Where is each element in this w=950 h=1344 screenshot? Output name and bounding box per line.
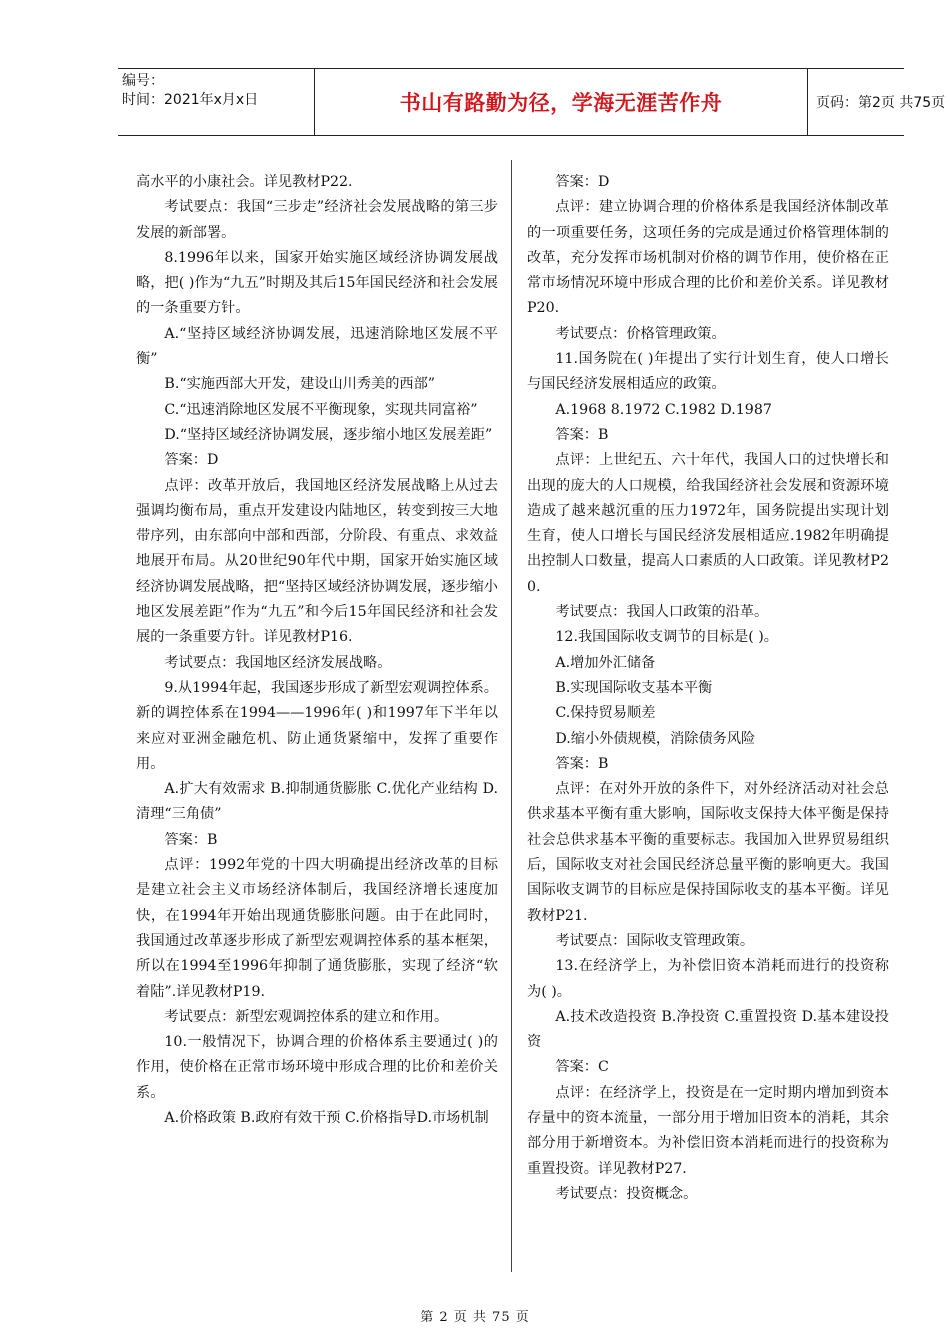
commentary: 点评：在经济学上，投资是在一定时期内增加到资本存量中的资本流量，一部分用于增加旧资本的消耗，其余部分用于新增资本。为补偿旧资本消耗而进行的投资称为重置投资。详见教材P27.: [527, 1084, 889, 1177]
right-column: [527, 170, 889, 1207]
page-header: [118, 68, 946, 136]
paragraph: 考试要点：我国“三步走”经济社会发展战略的第三步发展的新部署。: [136, 199, 498, 241]
options: A.技术改造投资 B.净投资 C.重置投资 D.基本建设投资: [527, 1008, 889, 1051]
header-motto-cell: [314, 69, 808, 135]
question-8: 8.1996年以来，国家开始实施区域经济协调发展战略，把( )作为“九五”时期及其后15年国民经济和社会发展的一条重要方针。: [136, 249, 498, 317]
option: C.“迅速消除地区发展不平衡现象，实现共同富裕”: [164, 401, 478, 418]
answer: 答案：B: [555, 755, 609, 772]
exam-point: 考试要点：新型宏观调控体系的建立和作用。: [164, 1008, 449, 1025]
question-11: 11.国务院在( )年提出了实行计划生育，使人口增长与国民经济发展相适应的政策。: [527, 351, 889, 393]
option: D.缩小外债规模，消除债务风险: [555, 730, 756, 747]
option: B.实现国际收支基本平衡: [555, 679, 713, 696]
exam-point: 考试要点：价格管理政策。: [555, 325, 726, 342]
header-page-code: 页码：第2页 共75页: [816, 95, 946, 111]
option: A.增加外汇储备: [555, 654, 656, 671]
column-divider: [511, 160, 512, 1272]
option: D.“坚持区域经济协调发展，逐步缩小地区发展差距”: [164, 426, 493, 443]
exam-point: 考试要点：国际收支管理政策。: [555, 932, 755, 949]
left-column: [136, 170, 498, 1131]
answer: 答案：B: [164, 831, 218, 848]
commentary: 点评：改革开放后，我国地区经济发展战略上从过去强调均衡布局，重点开发建设内陆地区，转变到按三大地带序列，由东部向中部和西部，分阶段、有重点、求效益地展开布局。从20世纪90年代中期，国家开始实施区域经济协调发展战略，把“坚持区域经济协调发展，逐步缩小地区发展差距”作为“九五”和今后15年国民经济和社会发展的一条重要方针。详见教材P16.: [136, 477, 498, 646]
question-9: 9.从1994年起，我国逐步形成了新型宏观调控体系。新的调控体系在1994——1996年( )和1997年下半年以来应对亚洲金融危机、防止通货紧缩中，发挥了重要作用。: [136, 679, 498, 772]
question-13: 13.在经济学上，为补偿旧资本消耗而进行的投资称为( )。: [527, 958, 889, 1000]
options: A.1968 8.1972 C.1982 D.1987: [555, 401, 772, 418]
header-motto: 书山有路勤为径，学海无涯苦作舟: [399, 91, 723, 115]
page-footer: 第 2 页 共 75 页: [420, 1310, 530, 1325]
exam-point: 考试要点：我国人口政策的沿革。: [555, 604, 769, 621]
commentary: 点评：1992年党的十四大明确提出经济改革的目标是建立社会主义市场经济体制后，我国经济增长速度加快，在1994年开始出现通货膨胀问题。由于在此同时，我国通过改革逐步形成了新型宏观调控体系的基本框架，所以在1994至1996年抑制了通货膨胀，实现了经济“软着陆”.详见教材P19.: [136, 857, 498, 1000]
answer: 答案：B: [555, 426, 609, 443]
commentary: 点评：建立协调合理的价格体系是我国经济体制改革的一项重要任务，这项任务的完成是通过价格管理体制的改革，充分发挥市场机制对价格的调节作用，使价格在正常市场情况环境中形成合理的比价和差价关系。详见教材P20.: [527, 199, 889, 317]
paragraph: 高水平的小康社会。详见教材P22.: [136, 174, 353, 190]
commentary: 点评：上世纪五、六十年代，我国人口的过快增长和出现的庞大的人口规模，给我国经济社会发展和资源环境造成了越来越沉重的压力1972年，国务院提出实现计划生育，使人口增长与国民经济发展相适应.1982年明确提出控制人口数量，提高人口素质的人口政策。详见教材P20.: [527, 452, 889, 595]
document-time-label: 时间：2021年x月x日: [122, 92, 259, 108]
exam-point: 考试要点：我国地区经济发展战略。: [164, 654, 392, 671]
header-meta: [118, 69, 314, 135]
document-number-label: 编号：: [122, 73, 164, 89]
option: B.“实施西部大开发，建设山川秀美的西部”: [164, 376, 436, 393]
options: A.扩大有效需求 B.抑制通货膨胀 C.优化产业结构 D.清理“三角债”: [136, 781, 498, 823]
option: A.“坚持区域经济协调发展，迅速消除地区发展不平衡”: [136, 325, 498, 368]
answer: 答案：D: [164, 452, 219, 469]
exam-point: 考试要点：投资概念。: [555, 1185, 698, 1202]
commentary: 点评：在对外开放的条件下，对外经济活动对社会总供求基本平衡有重大影响，国际收支保持大体平衡是保持社会总供求基本平衡的重要标志。我国加入世界贸易组织后，国际收支对社会国民经济总量平衡的影响更大。我国国际收支调节的目标应是保持国际收支的基本平衡。详见教材P21.: [527, 781, 889, 924]
question-10: 10.一般情况下，协调合理的价格体系主要通过( )的作用，使价格在正常市场环境中形成合理的比价和差价关系。: [136, 1034, 498, 1101]
option: C.保持贸易顺差: [555, 705, 656, 722]
options: A.价格政策 B.政府有效干预 C.价格指导D.市场机制: [164, 1109, 489, 1126]
question-12: 12.我国国际收支调节的目标是( )。: [555, 629, 778, 646]
answer: 答案：D: [555, 174, 610, 190]
answer: 答案：C: [555, 1059, 609, 1076]
